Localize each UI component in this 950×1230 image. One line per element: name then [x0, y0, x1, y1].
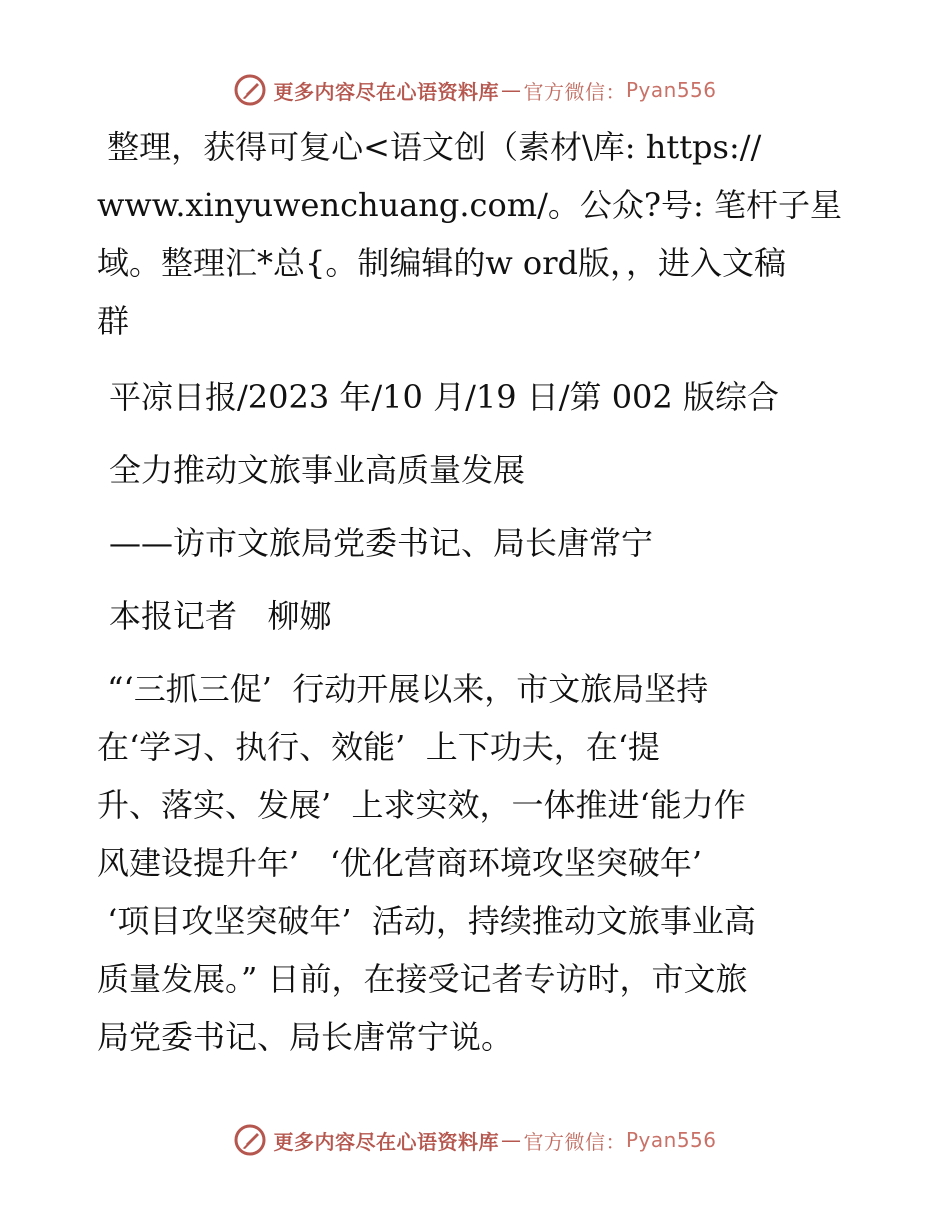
main-line: 局党委书记、局长唐常宁说。	[97, 1018, 514, 1056]
main-line: 风建设提升年’ ‘优化营商环境攻坚突破年’	[97, 844, 703, 882]
intro-line: 整理，获得可复心<语文创（素材\库: https://	[97, 128, 762, 166]
intro-line: 群	[97, 302, 130, 340]
subheadline: ——访市文旅局党委书记、局长唐常宁	[109, 524, 654, 562]
banner-sub-text: 官方微信：	[523, 79, 626, 104]
footer-watermark-banner	[0, 1120, 950, 1160]
main-line: 在‘学习、执行、效能’ 上下功夫，在‘提	[97, 728, 660, 766]
main-line: “‘三抓三促’ 行动开展以来，市文旅局坚持	[97, 670, 709, 708]
byline: 本报记者 柳娜	[109, 597, 332, 635]
main-line: ‘项目攻坚突破年’ 活动，持续推动文旅事业高	[97, 902, 756, 940]
main-line: 升、落实、发展’ 上求实效，一体推进‘能力作	[97, 786, 746, 824]
banner-sub-text: 官方微信：	[523, 1129, 626, 1154]
banner-dash: —	[500, 1128, 522, 1152]
banner-wechat-id: Pyan556	[625, 1128, 717, 1152]
header-watermark-banner	[0, 70, 950, 110]
banner-dash: —	[500, 78, 522, 102]
banner-wechat-id: Pyan556	[625, 78, 717, 102]
feather-logo-icon	[233, 1123, 267, 1157]
main-paragraph	[97, 660, 857, 1066]
headline: 全力推动文旅事业高质量发展	[109, 451, 526, 489]
intro-line: 域。整理汇*总{。制编辑的w ord版，，进入文稿	[97, 244, 786, 282]
main-line: 质量发展。” 日前，在接受记者专访时，市文旅	[97, 960, 748, 998]
feather-logo-icon	[233, 73, 267, 107]
banner-main-text: 更多内容尽在心语资料库	[273, 79, 499, 104]
intro-paragraph	[97, 118, 857, 350]
banner-main-text: 更多内容尽在心语资料库	[273, 1129, 499, 1154]
source-line: 平凉日报/2023 年/10 月/19 日/第 002 版综合	[109, 378, 779, 416]
intro-line: www.xinyuwenchuang.com/。公众?号: 笔杆子星	[97, 186, 842, 224]
